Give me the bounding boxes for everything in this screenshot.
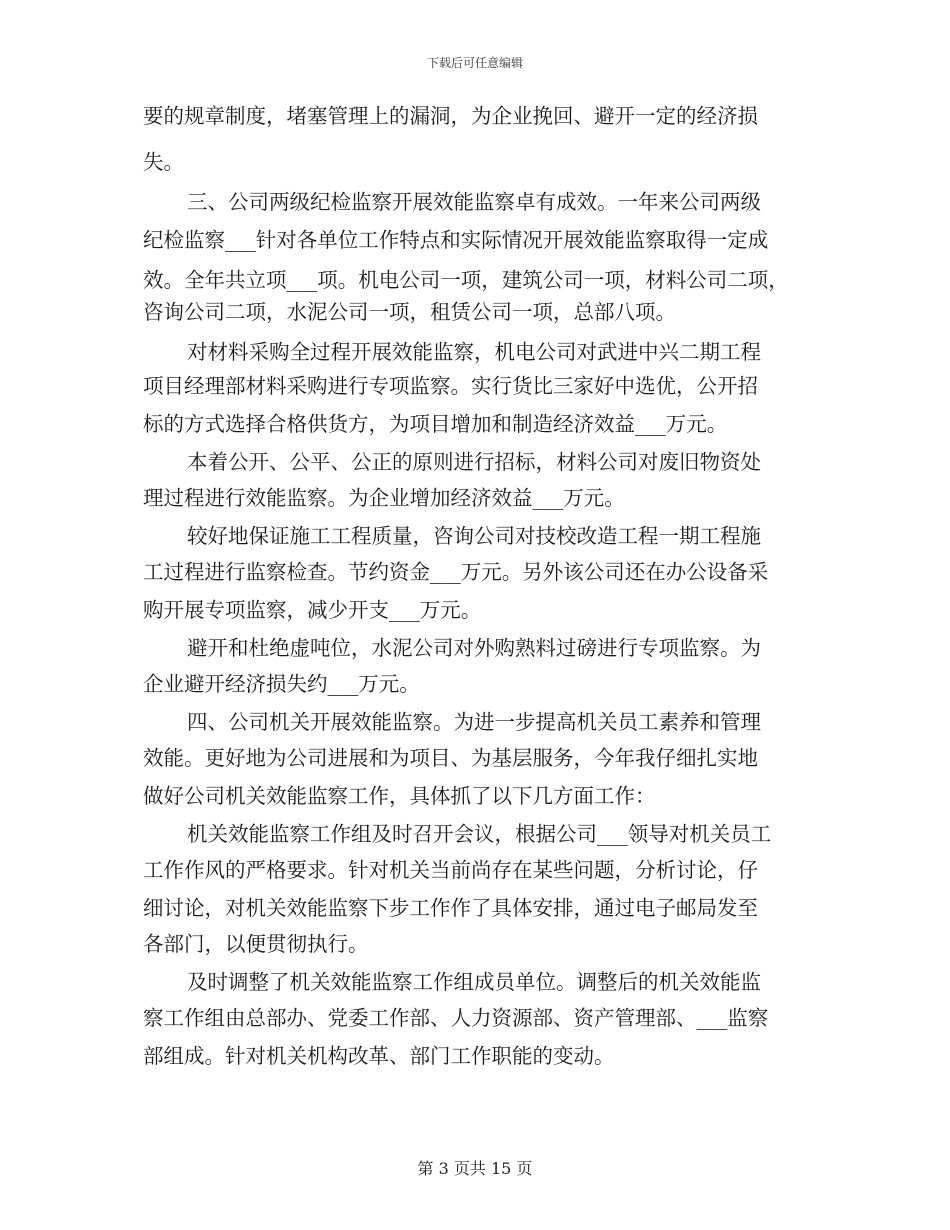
text-line: 企业避开经济损失约___万元。 (143, 672, 420, 696)
text-line: 要的规章制度，堵塞管理上的漏洞，为企业挽回、避开一定的经济损 (143, 104, 758, 128)
paragraph-start: 较好地保证施工工程质量，咨询公司对技校改造工程一期工程施 (187, 524, 761, 548)
text-line: 工过程进行监察检查。节约资金___万元。另外该公司还在办公设备采 (143, 560, 769, 584)
text-line: 细讨论，对机关效能监察下步工作作了具体安排，通过电子邮局发至 (143, 896, 758, 920)
text-line: 效能。更好地为公司进展和为项目、为基层服务，今年我仔细扎实地 (143, 746, 758, 770)
text-line: 咨询公司二项，水泥公司一项，租赁公司一项，总部八项。 (143, 300, 676, 324)
text-line: 理过程进行效能监察。为企业增加经济效益___万元。 (143, 486, 625, 510)
text-line: 纪检监察___针对各单位工作特点和实际情况开展效能监察取得一定成 (143, 228, 769, 252)
text-line: 部组成。针对机关机构改革、部门工作职能的变动。 (143, 1044, 615, 1068)
paragraph-start: 三、公司两级纪检监察开展效能监察卓有成效。一年来公司两级 (187, 190, 761, 214)
text-line: 项目经理部材料采购进行专项监察。实行货比三家好中选优，公开招 (143, 374, 758, 398)
text-line: 察工作组由总部办、党委工作部、人力资源部、资产管理部、___监察 (143, 1006, 769, 1030)
paragraph-start: 及时调整了机关效能监察工作组成员单位。调整后的机关效能监 (187, 970, 761, 994)
text-line: 购开展专项监察，减少开支___万元。 (143, 598, 482, 622)
page-footer: 第 3 页共 15 页 (417, 1159, 533, 1178)
paragraph-start: 对材料采购全过程开展效能监察，机电公司对武进中兴二期工程 (187, 340, 761, 364)
page-header: 下载后可任意编辑 (426, 56, 523, 70)
text-line: 做好公司机关效能监察工作，具体抓了以下几方面工作： (143, 784, 656, 808)
text-line: 标的方式选择合格供货方，为项目增加和制造经济效益___万元。 (143, 412, 728, 436)
text-line: 工作作风的严格要求。针对机关当前尚存在某些问题，分析讨论，仔 (143, 858, 758, 882)
text-line: 各部门，以便贯彻执行。 (143, 932, 369, 956)
text-line: 效。全年共立项___项。机电公司一项，建筑公司一项，材料公司二项， (143, 268, 789, 292)
paragraph-start: 四、公司机关开展效能监察。为进一步提高机关员工素养和管理 (187, 710, 761, 734)
paragraph-start: 避开和杜绝虚吨位，水泥公司对外购熟料过磅进行专项监察。为 (187, 636, 761, 660)
text-line: 失。 (143, 150, 184, 174)
paragraph-start: 机关效能监察工作组及时召开会议，根据公司___领导对机关员工 (187, 822, 772, 846)
paragraph-start: 本着公开、公平、公正的原则进行招标，材料公司对废旧物资处 (187, 450, 761, 474)
